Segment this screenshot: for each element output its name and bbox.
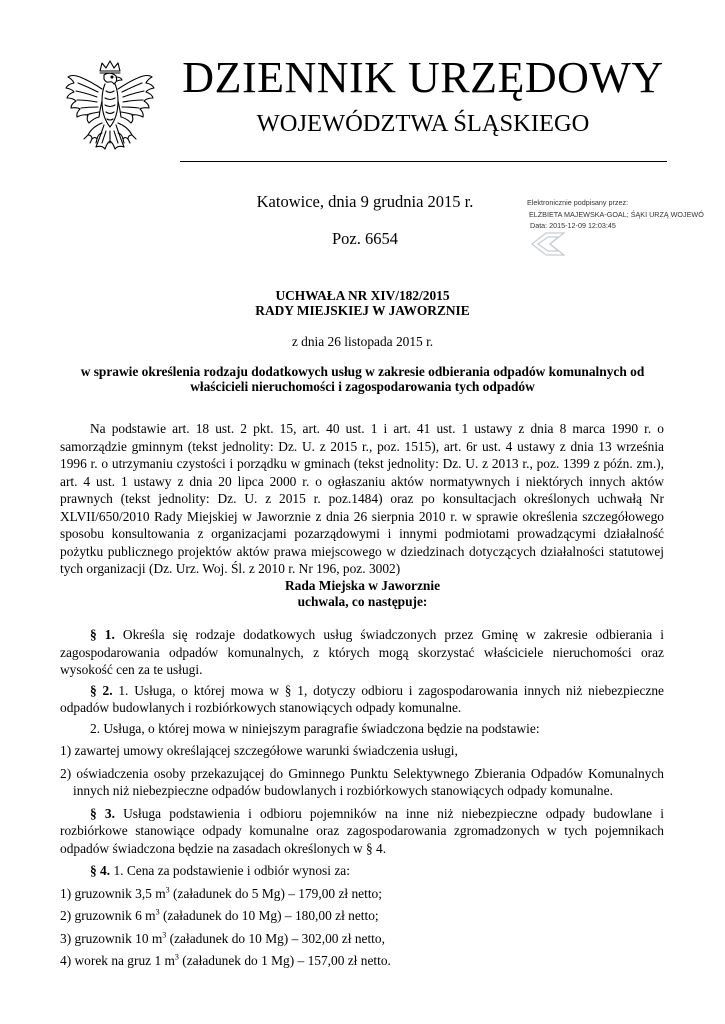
journal-title: DZIENNIK URZĘDOWY xyxy=(182,53,664,102)
section-4-text: 1. Cena za podstawienie i odbiór wynosi za: xyxy=(110,863,350,878)
section-1-label: § 1. xyxy=(90,627,115,642)
section-2-label: § 2. xyxy=(90,682,113,698)
section-3-text: Usługa podstawienia i odbioru pojemników na inne niż niebezpieczne odpady budowlane i rozbiórkowe stanowiące odpady komunalne oraz zagospodarowania zgromadzonych w tych pojemnikach odpadów świadczona będzie na zasadach określonych w § 4. xyxy=(60,805,664,856)
resolution-issuer: RADY MIEJSKIEJ W JAWORZNIE xyxy=(255,303,470,318)
section-3-label: § 3. xyxy=(90,805,115,821)
section-1-text: Określa się rodzaje dodatkowych usług świadczonych przez Gminę w zakresie odbierania i zagospodarowania odpadów komunalnych, z których mogą skorzystać właściciele nieruchomości oraz wysokość cen za te usługi. xyxy=(60,627,664,677)
preamble xyxy=(60,420,664,578)
price-item-2: 2) gruzownik 6 $m^3$ (załadunek do 10 Mg) – 180,00 zł netto; xyxy=(60,907,379,923)
signature-signer: ELŻBIETA MAJEWSKA-GOAL; ŚĄKI URZĄ WOJEWÓ xyxy=(529,209,704,219)
council-resolves: uchwala, co następuje: xyxy=(297,594,428,609)
resolution-date: z dnia 26 listopada 2015 r. xyxy=(291,334,434,349)
resolution-subject-line1: w sprawie określenia rodzaju dodatkowych usług w zakresie odbierania odpadów komunalnych od xyxy=(80,364,645,379)
signature-date: Data: 2015-12-09 12:03:45 xyxy=(530,221,616,230)
section-2-text: 1. Usługa, o której mowa w § 1, dotyczy odbioru i zagospodarowania innych niż niebezpieczne odpadów budowlanych i rozbiórkowych stanowiących odpady komunalne. xyxy=(60,682,664,715)
council-name: Rada Miejska w Jaworznie xyxy=(284,578,441,593)
price-item-4: 4) worek na gruz 1 $m^3$ (załadunek do 1 Mg) – 157,00 zł netto. xyxy=(60,952,391,968)
position-number: Poz. 6654 xyxy=(332,229,398,248)
section-2-item-1: 1) zawartej umowy określającej szczegółowe warunki świadczenia usługi, xyxy=(60,743,458,758)
price-item-3: 3) gruzownik 10 $m^3$ (załadunek do 10 Mg) – 302,00 zł netto, xyxy=(60,930,385,946)
section-2-item-2: 2) oświadczenia osoby przekazującej do Gminnego Punktu Selektywnego Zbierania Odpadów Komunalnych innych niż niebezpieczne odpadów budowlanych i rozbiórkowych stanowiących odpady komunalne. xyxy=(60,765,664,798)
journal-subtitle: WOJEWÓDZTWA ŚLĄSKIEGO xyxy=(256,110,590,137)
section-2-paragraph-2: 2. Usługa, o której mowa w niniejszym paragrafie świadczona będzie na podstawie: xyxy=(90,720,540,736)
place-date: Katowice, dnia 9 grudnia 2015 r. xyxy=(256,192,474,211)
section-1 xyxy=(60,626,664,679)
resolution-subject-line2: właścicieli nieruchomości i zagospodarowania tych odpadów xyxy=(190,379,535,394)
coat-of-arms-eagle-icon xyxy=(62,57,158,169)
section-3 xyxy=(60,805,664,858)
signature-label: Elektronicznie podpisany przez: xyxy=(527,198,629,207)
resolution-body xyxy=(60,626,664,970)
header-divider xyxy=(180,161,667,162)
signature-seal-icon xyxy=(528,229,568,259)
preamble-text: Na podstawie art. 18 ust. 2 pkt. 15, art. 40 ust. 1 i art. 41 ust. 1 ustawy z dnia 8 marca 1990 r. o samorządzie gminnym (tekst jednolity: Dz. U. z 2015 r., poz. 1515), art. 6r ust. 4 ustawy z dnia 13 września 1996 r. o utrzymaniu czystości i porządku w gminach (tekst jednolity: Dz. U. z 2013 r., poz. 1399 z późn. zm.), art. 4 ust. 1 ustawy z dnia 20 lipca 2000 r. o ogłaszaniu aktów normatywnych i niektórych innych aktów prawnych (tekst jednolity: Dz. U. z 2015 r. poz.1484) oraz po konsultacjach określonych uchwałą Nr XLVII/650/2010 Rady Miejskiej w Jaworznie z dnia 26 sierpnia 2010 r. w sprawie określenia szczegółowego sposobu konsultowania z organizacjami pozarządowymi i innymi podmiotami prowadzącymi działalność pożytku publicznego projektów aktów prawa miejscowego w dziedzinach dotyczących działalności statutowej tych organizacji (Dz. Urz. Woj. Śl. z 2010 r. Nr 196, poz. 3002) xyxy=(60,421,664,576)
section-4-label: § 4. xyxy=(90,863,111,878)
section-4 xyxy=(60,862,664,880)
electronic-signature xyxy=(527,197,707,232)
price-item-1: 1) gruzownik 3,5 $m^3$ (załadunek do 5 Mg) – 179,00 zł netto; xyxy=(60,885,382,901)
section-2 xyxy=(60,682,664,717)
resolution-title: UCHWAŁA NR XIV/182/2015 xyxy=(275,288,450,303)
